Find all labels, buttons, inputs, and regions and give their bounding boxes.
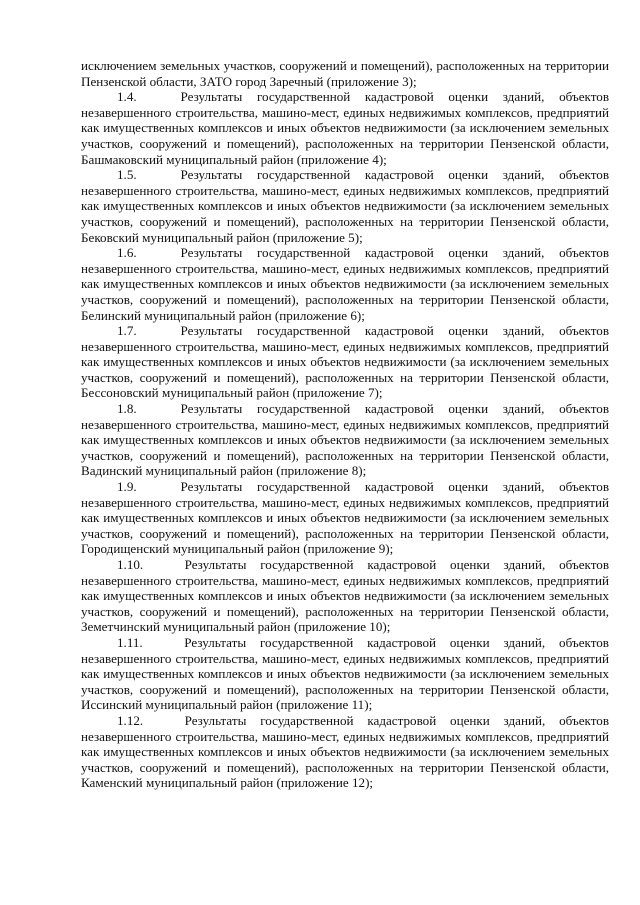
paragraph-number: 1.8. xyxy=(117,401,137,417)
paragraph-1-7 xyxy=(81,323,609,401)
paragraph-number: 1.11. xyxy=(117,634,143,650)
paragraph-1-5 xyxy=(81,167,609,245)
paragraph-text: Результаты государственной кадастровой оценки зданий, объектов незавершенного строительства, машино-мест, единых недвижимых комплексов, предприятий как имущественных комплексов и иных объектов недвижимости (за исключением земельных участков, сооружений и помещений), расположенных на территории Пензенской области, Бессоновский муниципальный район (приложение 7); xyxy=(81,323,609,401)
paragraph-number: 1.9. xyxy=(117,479,137,495)
paragraph-text: исключением земельных участков, сооружений и помещений), расположенных на территории Пензенской области, ЗАТО город Заречный (приложение 3); xyxy=(81,58,609,89)
paragraph-text: Результаты государственной кадастровой оценки зданий, объектов незавершенного строительства, машино-мест, единых недвижимых комплексов, предприятий как имущественных комплексов и иных объектов недвижимости (за исключением земельных участков, сооружений и помещений), расположенных на территории Пензенской области, Земетчинский муниципальный район (приложение 10); xyxy=(81,557,609,635)
paragraph-text: Результаты государственной кадастровой оценки зданий, объектов незавершенного строительства, машино-мест, единых недвижимых комплексов, предприятий как имущественных комплексов и иных объектов недвижимости (за исключением земельных участков, сооружений и помещений), расположенных на территории Пензенской области, Иссинский муниципальный район (приложение 11); xyxy=(81,634,609,713)
document-page xyxy=(81,58,609,791)
paragraph-text: Результаты государственной кадастровой оценки зданий, объектов незавершенного строительства, машино-мест, единых недвижимых комплексов, предприятий как имущественных комплексов и иных объектов недвижимости (за исключением земельных участков, сооружений и помещений), расположенных на территории Пензенской области, Бековский муниципальный район (приложение 5); xyxy=(81,167,609,245)
paragraph-text: Результаты государственной кадастровой оценки зданий, объектов незавершенного строительства, машино-мест, единых недвижимых комплексов, предприятий как имущественных комплексов и иных объектов недвижимости (за исключением земельных участков, сооружений и помещений), расположенных на территории Пензенской области, Городищенский муниципальный район (приложение 9); xyxy=(81,479,609,557)
paragraph-number: 1.12. xyxy=(117,712,144,728)
paragraph-1-10 xyxy=(81,557,609,635)
paragraph-text: Результаты государственной кадастровой оценки зданий, объектов незавершенного строительства, машино-мест, единых недвижимых комплексов, предприятий как имущественных комплексов и иных объектов недвижимости (за исключением земельных участков, сооружений и помещений), расположенных на территории Пензенской области, Каменский муниципальный район (приложение 12); xyxy=(81,712,609,791)
paragraph-continuation xyxy=(81,58,609,89)
paragraph-number: 1.5. xyxy=(117,167,137,183)
paragraph-text: Результаты государственной кадастровой оценки зданий, объектов незавершенного строительства, машино-мест, единых недвижимых комплексов, предприятий как имущественных комплексов и иных объектов недвижимости (за исключением земельных участков, сооружений и помещений), расположенных на территории Пензенской области, Белинский муниципальный район (приложение 6); xyxy=(81,245,609,323)
paragraph-1-9 xyxy=(81,479,609,557)
paragraph-1-12 xyxy=(81,713,609,791)
paragraph-number: 1.4. xyxy=(117,89,137,105)
paragraph-1-6 xyxy=(81,245,609,323)
paragraph-1-4 xyxy=(81,89,609,167)
paragraph-1-8 xyxy=(81,401,609,479)
paragraph-text: Результаты государственной кадастровой оценки зданий, объектов незавершенного строительства, машино-мест, единых недвижимых комплексов, предприятий как имущественных комплексов и иных объектов недвижимости (за исключением земельных участков, сооружений и помещений), расположенных на территории Пензенской области, Башмаковский муниципальный район (приложение 4); xyxy=(81,89,609,167)
paragraph-number: 1.6. xyxy=(117,245,137,261)
paragraph-number: 1.7. xyxy=(117,323,137,339)
paragraph-1-11 xyxy=(81,635,609,713)
paragraph-text: Результаты государственной кадастровой оценки зданий, объектов незавершенного строительства, машино-мест, единых недвижимых комплексов, предприятий как имущественных комплексов и иных объектов недвижимости (за исключением земельных участков, сооружений и помещений), расположенных на территории Пензенской области, Вадинский муниципальный район (приложение 8); xyxy=(81,401,609,479)
paragraph-number: 1.10. xyxy=(117,557,144,572)
